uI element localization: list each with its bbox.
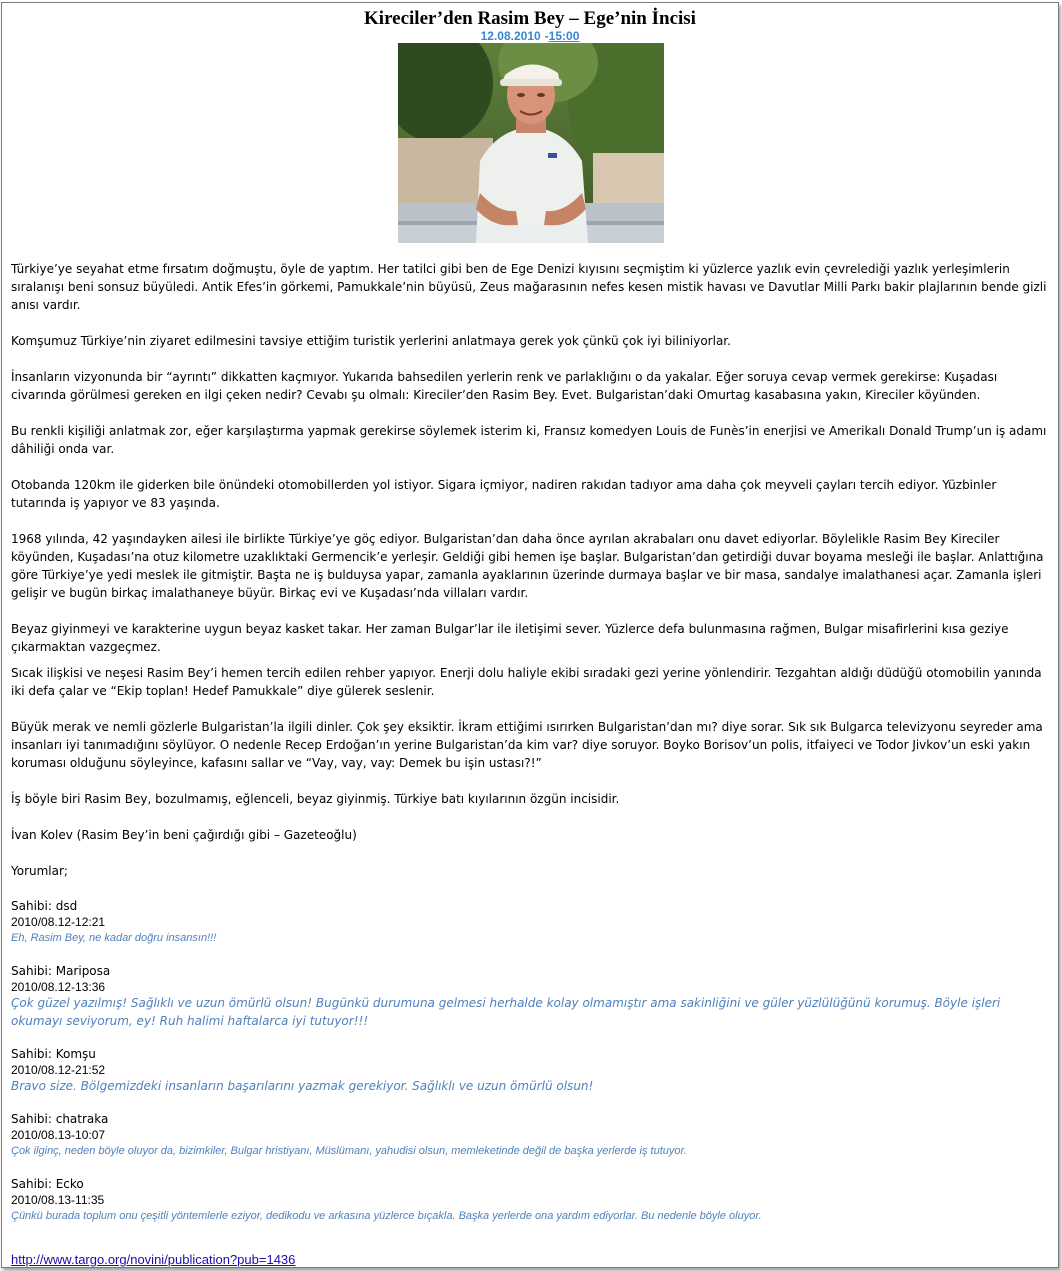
source-link[interactable]: http://www.targo.org/novini/publication?pub=1436 — [11, 1252, 296, 1267]
comment-item — [11, 1111, 1053, 1160]
paragraph: Otobanda 120km ile giderken bile önündeki otomobillerden yol istiyor. Sigara içmiyor, nadiren rakıdan tadıyor ama daha çok meyveli çayları tercih ediyor. Yüzbinler tutarında iş yapıyor ve 83 yaşında. — [11, 478, 997, 510]
comment-author: Sahibi: Ecko — [11, 1177, 84, 1191]
paragraph: Türkiye’ye seyahat etme fırsatım doğmuştu, öyle de yaptım. Her tatilci gibi ben de Ege Denizi kıyısını seçmiştim ki yüzlerce yazlık evin çevrelediği yazlık yerleşimlerin sıralanışı beni sonsuz büyüledi. Antik Efes’in görkemi, Pamukkale’nin büyüsü, Zeus mağarasının nefes kesen mistik havası ve Davutlar Milli Parkı bakir plajlarının bende gizli anısı vardır. — [11, 262, 1047, 312]
paragraph: 1968 yılında, 42 yaşındayken ailesi ile birlikte Türkiye’ye göç ediyor. Bulgaristan’dan daha önce ayrılan akrabaları onu davet ediyorlar. Böylelikle Rasim Bey Kireciler köyünden, Kuşadası’na otuz kilometre uzaklıktaki Germencik’e yerleşir. Geldiği gibi hemen işe başlar. Bulgaristan’dan getirdiği duvar boyama mesleği ile başlar. Anlattığına göre Türkiye’ye yedi meslek ile gitmiştir. Başta ne iş bulduysa yapar, zamanla ayaklarının üzerinde durmaya başlar ve bir masa, sandalye imalathanesi açar. Zamanla işleri gelişir ve bugün birkaç imalathaneye büyür. Birkaç evi ve Kuşadası’nda villaları vardır. — [11, 532, 1044, 600]
comment-item — [11, 1046, 1053, 1095]
paragraph: Sıcak ilişkisi ve neşesi Rasim Bey’i hemen tercih edilen rehber yapıyor. Enerji dolu haliyle ekibi sıradaki gezi yerine yönlendirir. Tezgahtan aldığı düdüğü otomobilin yanında iki defa çalar ve “Ekip toplan! Hedef Pamukkale” diye gülerek seslenir. — [11, 666, 1042, 698]
author-signature: İvan Kolev (Rasim Bey’in beni çağırdığı gibi – Gazeteoğlu) — [11, 828, 357, 842]
comment-author: Sahibi: dsd — [11, 899, 78, 913]
comment-text: Bravo size. Bölgemizdeki insanların başarılarını yazmak gerekiyor. Sağlıklı ve uzun ömürlü olsun! — [11, 1079, 594, 1093]
article-dateline — [2, 29, 1058, 43]
comment-item — [11, 963, 1053, 1030]
comment-text: Çünkü burada toplum onu çeşitli yöntemlerle eziyor, dedikodu ve arkasına yüzlerce bıçakla. Başka yerlerde ona yardım ediyorlar. Bu nedenle böyle oluyor. — [11, 1210, 762, 1222]
comment-date: 2010/08.13-10:07 — [11, 1128, 106, 1142]
comment-text: Çok güzel yazılmış! Sağlıklı ve uzun ömürlü olsun! Bugünkü durumuna gelmesi herhalde kolay olmamıştır ama sakinliğini ve güler yüzlülüğünü korumuş. Böyle işleri okumayı seviyorum, ey! Ruh halimi haftalarca iyi tutuyor!!! — [11, 996, 1001, 1028]
paragraph: Bu renkli kişiliği anlatmak zor, eğer karşılaştırma yapmak gerekirse söylemek isterim ki, Fransız komedyen Louis de Funès’in enerjisi ve Amerikalı Donald Trump’un iş adamı dâhiliği onda var. — [11, 424, 1047, 456]
comment-date: 2010/08.12-21:52 — [11, 1063, 106, 1077]
article-date: 12.08.2010 — [480, 29, 541, 43]
comment-text: Çok ilginç, neden böyle oluyor da, bizimkiler, Bulgar hristiyanı, Müslümanı, yahudisi olsun, memleketinde değil de başka yerlerde iş tutuyor. — [11, 1145, 687, 1157]
article-frame — [1, 2, 1059, 1268]
article-time: 15:00 — [548, 29, 580, 43]
paragraph: Komşumuz Türkiye’nin ziyaret edilmesini tavsiye ettiğim turistik yerlerini anlatmaya gerek yok çünkü çok iyi biliniyorlar. — [11, 334, 731, 348]
comment-date: 2010/08.13-11:35 — [11, 1193, 105, 1207]
comment-date: 2010/08.12-13:36 — [11, 980, 106, 994]
comment-author: Sahibi: Mariposa — [11, 964, 111, 978]
paragraph: Beyaz giyinmeyi ve karakterine uygun beyaz kasket takar. Her zaman Bulgar’lar ile iletişimi sever. Yüzlerce defa bulunmasına rağmen, Bulgar misafirlerini kısa geziye çıkarmaktan vazgeçmez. — [11, 622, 1009, 654]
paragraph: İş böyle biri Rasim Bey, bozulmamış, eğlenceli, beyaz giyinmiş. Türkiye batı kıyılarının özgün incisidir. — [11, 792, 620, 806]
comment-text: Eh, Rasim Bey, ne kadar doğru insansın!!! — [11, 932, 217, 944]
comments-heading: Yorumlar; — [11, 864, 68, 878]
comment-item — [11, 898, 1053, 947]
paragraph: İnsanların vizyonunda bir “ayrıntı” dikkatten kaçmıyor. Yukarıda bahsedilen yerlerin renk ve parlaklığını o da yakalar. Eğer soruya cevap vermek gerekirse: Kuşadası civarında görülmesi gereken en ilgi çeken nedir? Cevabı şu olmalı: Kireciler’den Rasim Bey. Evet. Bulgaristan’daki Omurtag kasabasına yakın, Kireciler köyünden. — [11, 370, 998, 402]
date-separator: - — [544, 29, 549, 43]
comment-author: Sahibi: Komşu — [11, 1047, 96, 1061]
article-body — [11, 260, 1053, 1241]
comment-date: 2010/08.12-12:21 — [11, 915, 106, 929]
comment-item — [11, 1176, 1053, 1225]
paragraph: Büyük merak ve nemli gözlerle Bulgaristan’la ilgili dinler. Çok şey eksiktir. İkram ettiğimi ısırırken Bulgaristan’dan mı? diye sorar. Sık sık Bulgarca televizyonu seyreder ama insanları iyi tanımadığını söylüyor. O nedenle Recep Erdoğan’ın yerine Bulgaristan’da kim var? diye soruyor. Boyko Borisov’un polis, itfaiyeci ve Todor Jivkov’un eski yakın koruması olduğunu söyleyince, kafasını sallar ve “Vay, vay, vay: Demek bu işin ustası?!” — [11, 720, 1043, 770]
article-title: Kireciler’den Rasim Bey – Ege’nin İncisi — [364, 8, 696, 29]
portrait-photo — [398, 43, 664, 243]
comment-author: Sahibi: chatraka — [11, 1112, 109, 1126]
